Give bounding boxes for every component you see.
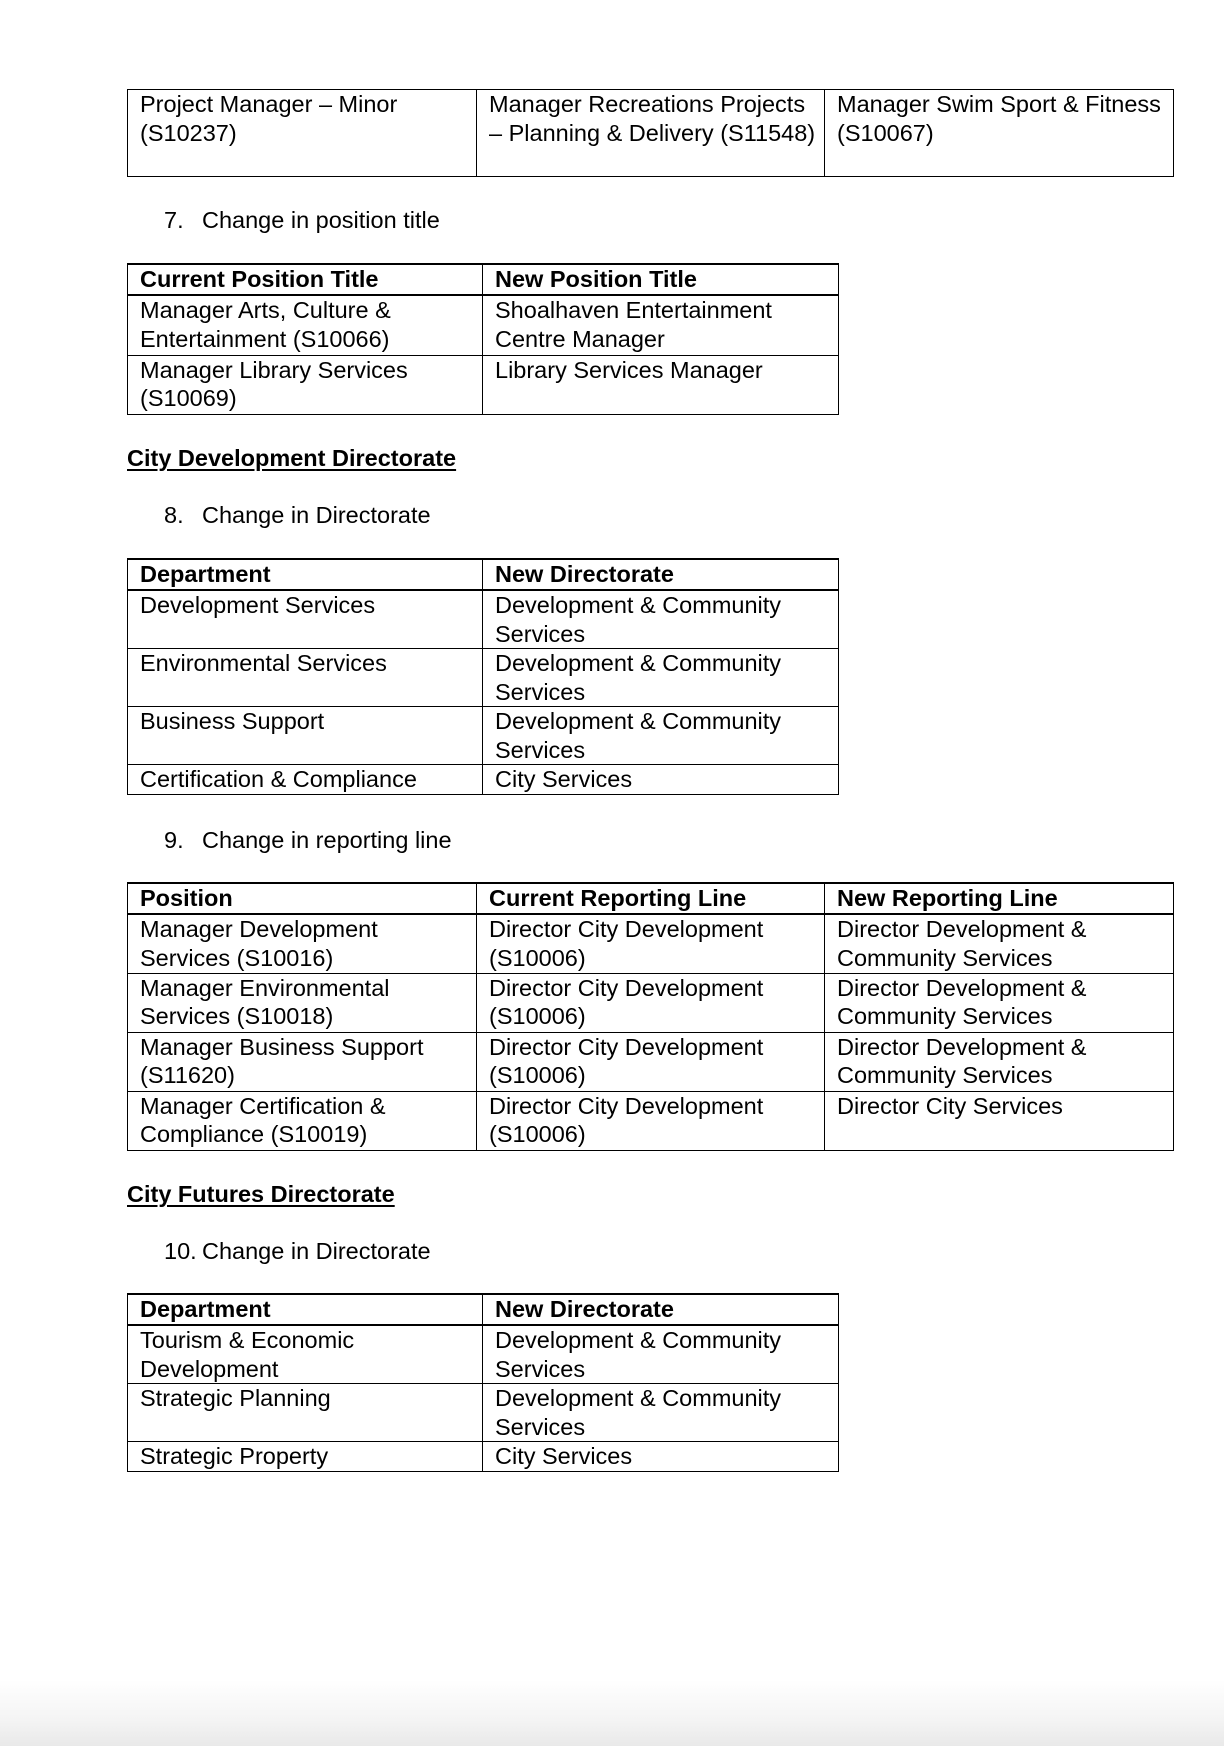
item-title: Change in position title xyxy=(202,207,440,233)
table-row xyxy=(128,973,1174,1032)
item-8-heading xyxy=(164,501,431,529)
item-number: 7. xyxy=(164,207,184,233)
section-title-city-futures: City Futures Directorate xyxy=(127,1181,395,1207)
column-header: Current Position Title xyxy=(128,264,483,295)
column-header: New Position Title xyxy=(483,264,839,295)
table-cell: Library Services Manager xyxy=(483,355,839,414)
item-number: 8. xyxy=(164,502,184,528)
table-cell: Development & Community Services xyxy=(483,649,839,707)
table-row xyxy=(128,1384,839,1442)
reporting-line-table xyxy=(127,882,1174,1151)
table-cell: Director Development & Community Services xyxy=(825,914,1174,973)
table-row xyxy=(128,1091,1174,1150)
table-cell: Director City Development (S10006) xyxy=(477,914,825,973)
table-cell: Development Services xyxy=(128,590,483,649)
table-cell: City Services xyxy=(483,765,839,795)
item-10-heading xyxy=(164,1237,431,1265)
column-header: New Directorate xyxy=(483,559,839,590)
table-cell: Manager Recreations Projects – Planning & Delivery (S11548) xyxy=(477,90,825,177)
table-cell: Development & Community Services xyxy=(483,1384,839,1442)
item-title: Change in Directorate xyxy=(202,1238,431,1264)
position-title-table xyxy=(127,263,839,415)
column-header: New Reporting Line xyxy=(825,883,1174,914)
table-cell: Manager Certification & Compliance (S10019) xyxy=(128,1091,477,1150)
item-title: Change in reporting line xyxy=(202,827,452,853)
section-title-city-development: City Development Directorate xyxy=(127,445,457,471)
table-cell: Tourism & Economic Development xyxy=(128,1325,483,1384)
table-cell: Director City Development (S10006) xyxy=(477,1032,825,1091)
table-cell: Business Support xyxy=(128,707,483,765)
table-cell: Manager Development Services (S10016) xyxy=(128,914,477,973)
table-cell: City Services xyxy=(483,1442,839,1472)
table-row xyxy=(128,590,839,649)
table-cell: Manager Swim Sport & Fitness (S10067) xyxy=(825,90,1174,177)
table-cell: Manager Library Services (S10069) xyxy=(128,355,483,414)
column-header: Department xyxy=(128,1294,483,1325)
table-cell: Environmental Services xyxy=(128,649,483,707)
table-cell: Development & Community Services xyxy=(483,707,839,765)
table-cell: Development & Community Services xyxy=(483,590,839,649)
table-cell: Director City Services xyxy=(825,1091,1174,1150)
continued-positions-table xyxy=(127,89,1174,177)
table-row xyxy=(128,1032,1174,1091)
item-9-heading xyxy=(164,826,452,854)
column-header: Department xyxy=(128,559,483,590)
item-number: 9. xyxy=(164,827,184,853)
change-in-directorate-table-city-development xyxy=(127,558,839,795)
table-header-row xyxy=(128,1294,839,1325)
table-cell: Development & Community Services xyxy=(483,1325,839,1384)
table-row xyxy=(128,765,839,795)
table-cell: Director Development & Community Services xyxy=(825,973,1174,1032)
column-header: Position xyxy=(128,883,477,914)
column-header: Current Reporting Line xyxy=(477,883,825,914)
change-in-directorate-table-city-futures xyxy=(127,1293,839,1472)
table-row xyxy=(128,295,839,355)
table-row xyxy=(128,707,839,765)
table-row xyxy=(128,355,839,414)
table-header-row xyxy=(128,264,839,295)
table-cell: Manager Environmental Services (S10018) xyxy=(128,973,477,1032)
table-cell: Director Development & Community Services xyxy=(825,1032,1174,1091)
column-header: New Directorate xyxy=(483,1294,839,1325)
table-cell: Project Manager – Minor (S10237) xyxy=(128,90,477,177)
table-header-row xyxy=(128,559,839,590)
table-cell: Shoalhaven Entertainment Centre Manager xyxy=(483,295,839,355)
table-row xyxy=(128,649,839,707)
table-cell: Strategic Property xyxy=(128,1442,483,1472)
table-cell: Director City Development (S10006) xyxy=(477,973,825,1032)
table-row xyxy=(128,1442,839,1472)
table-cell: Director City Development (S10006) xyxy=(477,1091,825,1150)
table-header-row xyxy=(128,883,1174,914)
table-cell: Strategic Planning xyxy=(128,1384,483,1442)
table-row xyxy=(128,914,1174,973)
table-cell: Manager Business Support (S11620) xyxy=(128,1032,477,1091)
item-number: 10. xyxy=(164,1238,197,1264)
table-row xyxy=(128,90,1174,177)
item-7-heading xyxy=(164,206,440,234)
table-cell: Manager Arts, Culture & Entertainment (S10066) xyxy=(128,295,483,355)
table-cell: Certification & Compliance xyxy=(128,765,483,795)
item-title: Change in Directorate xyxy=(202,502,431,528)
table-row xyxy=(128,1325,839,1384)
